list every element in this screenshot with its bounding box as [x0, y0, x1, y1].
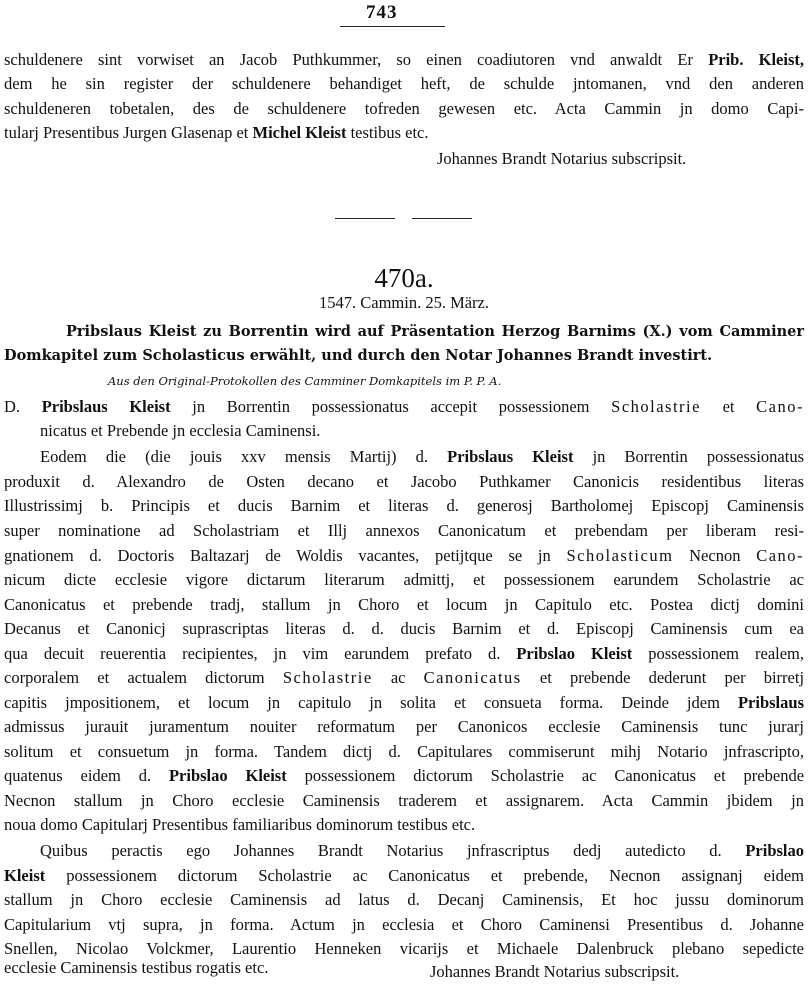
- section-rule-left: [335, 218, 395, 219]
- text-line: tularj Presentibus Jurgen Glasenap et Michel Kleist testibus etc.: [4, 123, 429, 142]
- summary-line: Pribslaus Kleist zu Borrentin wird auf Präsentation Herzog Barnims (X.) vom Camminer: [66, 323, 804, 340]
- text-line: Eodem die (die jouis xxv mensis Martij) d. Pribslaus Kleist jn Borrentin possessionatus: [40, 447, 805, 466]
- text-line: D. Pribslaus Kleist jn Borrentin possessionatus accepit possessionem Scholastrie et Cano-: [4, 397, 804, 416]
- page-number: 743: [366, 2, 398, 23]
- text-line: nicatus et Prebende jn ecclesia Caminensi.: [40, 421, 321, 440]
- text-line: Illustrissimj b. Principis et ducis Barnim et literas d. generosj Bartholomej Episcopj Caminensis: [4, 496, 804, 515]
- text-line: qua decuit reuerentia recipientes, jn vim earundem prefato d. Pribslao Kleist possessionem realem,: [4, 644, 805, 663]
- text-line: Capitularium vtj supra, jn forma. Actum jn ecclesia et Choro Caminensi Presentibus d. Johanne: [4, 915, 804, 934]
- notary-signature: Johannes Brandt Notarius subscripsit.: [437, 149, 687, 168]
- text-line: Kleist possessionem dictorum Scholastrie ac Canonicatus et prebende, Necnon assignanj eidem: [4, 866, 804, 885]
- text-line: quatenus eidem d. Pribslao Kleist possessionem dictorum Scholastrie ac Canonicatus et prebende: [4, 766, 805, 785]
- header-rule: [340, 26, 445, 27]
- text-line: Snellen, Nicolao Volckmer, Laurentio Henneken vicarijs et Michaele Dalenbruck plebano sepedicte: [4, 939, 804, 958]
- summary-line: Domkapitel zum Scholasticus erwählt, und durch den Notar Johannes Brandt investirt.: [4, 347, 713, 364]
- text-line: produxit d. Alexandro de Osten decano et Jacobo Puthkamer Canonicis residentibus literas: [4, 472, 804, 491]
- text-line: noua domo Capitularj Presentibus familiaribus dominorum testibus etc.: [4, 815, 476, 834]
- text-line: Canonicatus et prebende tradj, stallum jn Choro et locum jn Capitulo etc. Postea dictj domini: [4, 595, 804, 614]
- text-line: solitum et consuetum jn forma. Tandem dictj d. Capitulares commiserunt mihj Notario jnfrascripto,: [4, 742, 804, 761]
- text-line: Decanus et Canonicj suprascriptas literas d. d. ducis Barnim et d. Episcopj Caminensis cum ea: [4, 619, 804, 638]
- text-line: super nominatione ad Scholastriam et Illj annexos Canonicatum et prebendam per liberam resi-: [4, 521, 804, 540]
- text-line: corporalem et actualem dictorum Scholastrie ac Canonicatus et prebende dederunt per birretj: [4, 668, 805, 687]
- text-line: ecclesie Caminensis testibus rogatis etc.: [4, 958, 269, 977]
- document-number: 470a.: [374, 263, 434, 293]
- text-line: Necnon stallum jn Choro ecclesie Caminensis traderem et assignarem. Acta Cammin jbidem jn: [4, 791, 804, 810]
- text-line: admissus jurauit juramentum nouiter reformatum per Canonicos ecclesie Caminensis tunc jurarj: [4, 717, 804, 736]
- source-note: Aus den Original-Protokollen des Camminer Domkapitels im P. P. A.: [108, 374, 502, 388]
- notary-signature-2: Johannes Brandt Notarius subscripsit.: [430, 962, 680, 981]
- section-rule-right: [412, 218, 472, 219]
- text-line: dem he sin register der schuldenere behandiget heft, de schulde jntomanen, vnd den anderen: [4, 74, 804, 93]
- dateline: 1547. Cammin. 25. März.: [318, 293, 490, 312]
- text-line: Quibus peractis ego Johannes Brandt Notarius jnfrascriptus dedj autedicto d. Pribslao: [40, 841, 804, 860]
- text-line: stallum jn Choro ecclesie Caminensis ad latus d. Decanj Caminensis, Et hoc jussu dominorum: [4, 890, 804, 909]
- text-line: capitis jmpositionem, et locum jn capitulo jn solita et consueta forma. Deinde jdem Pribslaus: [4, 693, 804, 712]
- text-line: gnationem d. Doctoris Baltazarj de Woldis vacantes, petijtque se jn Scholasticum Necnon Cano-: [4, 546, 805, 565]
- text-line: schuldeneren tobetalen, des de schuldenere tofreden gewesen etc. Acta Cammin jn domo Capi-: [4, 99, 804, 118]
- text-line: nicum dicte ecclesie vigore dictarum literarum admittj, et possessionem earundem Scholastrie ac: [4, 570, 804, 589]
- text-line: schuldenere sint vorwiset an Jacob Puthkummer, so einen coadiutoren vnd anwaldt Er Prib. Kleist,: [4, 50, 805, 69]
